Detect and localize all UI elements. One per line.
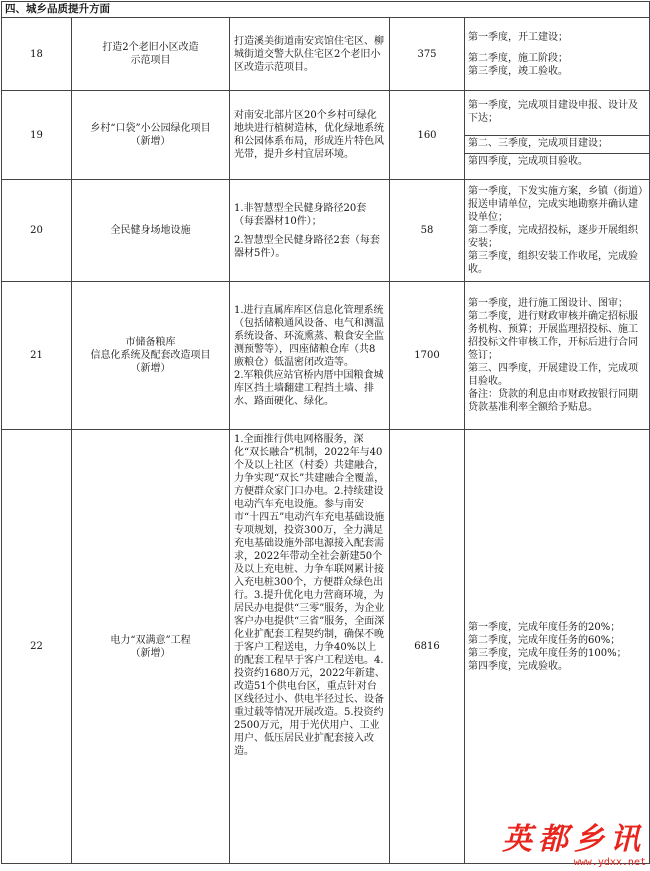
project-content: 对南安北部片区20个乡村可绿化地块进行植树造林，优化绿地系统和公园体系布局，形成连片特色风光带，提升乡村宜居环境。	[230, 91, 390, 180]
section-title: 四、城乡品质提升方面	[2, 2, 650, 18]
row-number: 20	[2, 180, 72, 282]
project-name: 全民健身场地设施	[72, 180, 230, 282]
project-content: 1.非智慧型全民健身路径20套（每套器材10件）； 2.智慧型全民健身路径2套（每套器材5件）。	[230, 180, 390, 282]
project-table	[1, 1, 650, 864]
project-name: 市储备粮库 信息化系统及配套改造项目 （新增）	[72, 282, 230, 430]
investment-amount: 1700	[390, 282, 465, 430]
investment-amount: 6816	[390, 430, 465, 864]
table-row	[2, 18, 650, 91]
project-content: 1.进行直属库库区信息化管理系统（包括储粮通风设备、电气和测温系统设备、环流熏蒸、粮食安全监测预警等），四座储粮仓库（共8廒粮仓）低温密闭改造等。 2.军粮供应站官桥内厝中国粮食城库区挡土墙翻建工程挡土墙、排水、路面硬化、绿化。	[230, 282, 390, 430]
investment-amount: 160	[390, 91, 465, 180]
table-row	[2, 180, 650, 282]
table-row	[2, 282, 650, 430]
project-name: 乡村“口袋”小公园绿化项目 （新增）	[72, 91, 230, 180]
watermark	[502, 823, 646, 869]
table-row	[2, 91, 650, 180]
schedule: 第一季度，下发实施方案，乡镇（街道）报送申请单位，完成实地勘察并确认建设单位； 第二季度，完成招投标，逐步开展组织安装； 第三季度，组织安装工作收尾，完成验收。	[465, 180, 650, 282]
schedule: 第一季度，完成项目建设申报、设计及下达； 第二、三季度，完成项目建设； 第四季度，完成项目验收。	[465, 91, 650, 180]
section-header-row	[2, 2, 650, 18]
project-content: 打造溪美街道南安宾馆住宅区、柳城街道交警大队住宅区2个老旧小区改造示范项目。	[230, 18, 390, 91]
row-number: 21	[2, 282, 72, 430]
table-row	[2, 430, 650, 864]
row-number: 22	[2, 430, 72, 864]
schedule: 第一季度，进行施工图设计、图审； 第二季度，进行财政审核并确定招标服务机构、预算；开展监理招投标、施工招投标文件审核工作，开标后进行合同签订； 第三、四季度，开展建设工作，完成项目验收。 备注：贷款的利息由市财政按银行同期贷款基准利率全额给予贴息。	[465, 282, 650, 430]
watermark-url: www.ydxx.net	[573, 857, 646, 868]
schedule-remark: 备注：贷款的利息由市财政按银行同期贷款基准利率全额给予贴息。	[468, 389, 638, 413]
row-number: 18	[2, 18, 72, 91]
watermark-title: 英都乡讯	[502, 822, 646, 857]
row-number: 19	[2, 91, 72, 180]
investment-amount: 375	[390, 18, 465, 91]
project-content: 1.全面推行供电网格服务，深化“双长融合”机制，2022年与40个及以上社区（村委）共建融合，力争实现“双长”共建融合全覆盖，方便群众家门口办电。2.持续建设电动汽车充电设施。参与南安市“十四五”电动汽车充电基础设施专项规划，投资300万，全力满足充电基础设施外部电源接入配套需求，2022年带动全社会新建50个及以上充电桩、力争车联网累计接入充电桩300个，方便群众绿色出行。3.提升优化电力营商环境，为居民办电提供“三零”服务，为企业客户办电提供“三省”服务，全面深化业扩配套工程契约制，确保不晚于客户工程送电，力争40%以上的配套工程早于客户工程送电。4.投资约1680万元，2022年新建、改造51个供电台区，重点针对台区线径过小、供电半径过长、设备重过载等情况开展改造。5.投资约2500万元，用于光伏用户、工业用户、低压居民业扩配套接入改造。	[230, 430, 390, 864]
schedule: 第一季度，开工建设； 第二季度，施工阶段； 第三季度，竣工验收。	[465, 18, 650, 91]
schedule: 第一季度，完成年度任务的20%； 第二季度，完成年度任务的60%； 第三季度，完成年度任务的100%； 第四季度，完成验收。	[465, 430, 650, 864]
project-name: 电力“双满意”工程 （新增）	[72, 430, 230, 864]
project-name: 打造2个老旧小区改造 示范项目	[72, 18, 230, 91]
investment-amount: 58	[390, 180, 465, 282]
